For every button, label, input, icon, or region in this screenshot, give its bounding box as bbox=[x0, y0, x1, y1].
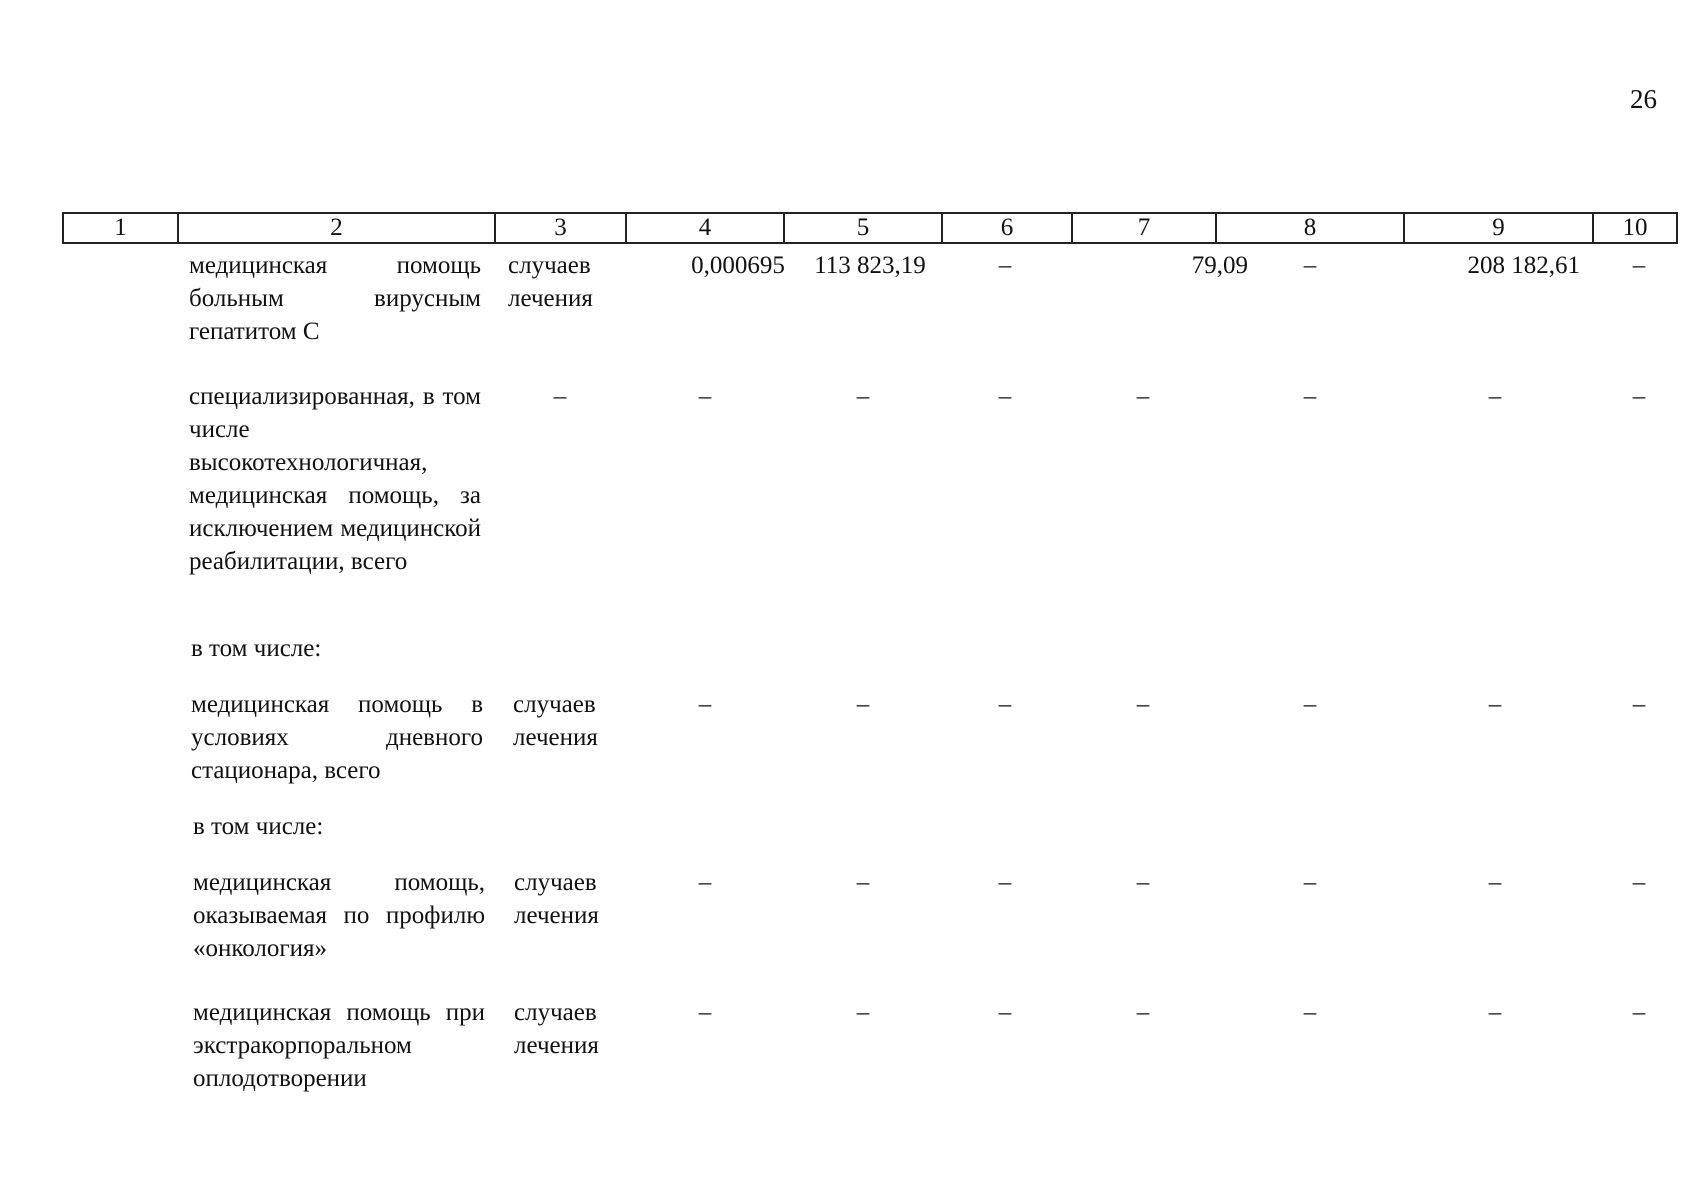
header-col-7: 7 bbox=[1072, 213, 1216, 243]
row-ivf-col7: – bbox=[1136, 999, 1150, 1026]
row-oncology-col6: – bbox=[998, 869, 1012, 896]
page-number: 26 bbox=[1630, 84, 1657, 114]
header-col-3: 3 bbox=[495, 213, 626, 243]
row-label-specialized: специализированная, в том числе высокотехнологичная, медицинская помощь, за исключением медицинской реабилитации, всего bbox=[189, 383, 481, 575]
row-specialized-col9: – bbox=[1488, 383, 1502, 410]
row-oncology-col4: – bbox=[698, 869, 712, 896]
row-ivf-col9: – bbox=[1488, 999, 1502, 1026]
row-label-including-2: в том числе: bbox=[193, 813, 324, 840]
row-day-hospital-col9: – bbox=[1488, 691, 1502, 718]
row-label-day-hospital: медицинская помощь в условиях дневного стационара, всего bbox=[191, 691, 483, 784]
row-day-hospital-col4: – bbox=[698, 691, 712, 718]
header-col-4: 4 bbox=[626, 213, 784, 243]
row-specialized-col4: – bbox=[698, 383, 712, 410]
row-oncology-col8: – bbox=[1303, 869, 1317, 896]
header-col-1: 1 bbox=[63, 213, 178, 243]
row-unit-ivf: случаев лечения bbox=[514, 999, 599, 1059]
row-hepatitis-c-col6: – bbox=[998, 252, 1012, 279]
row-day-hospital-col7: – bbox=[1136, 691, 1150, 718]
row-ivf-col10: – bbox=[1632, 999, 1646, 1026]
header-col-5: 5 bbox=[784, 213, 942, 243]
header-col-8: 8 bbox=[1216, 213, 1404, 243]
row-day-hospital-col5: – bbox=[856, 691, 870, 718]
row-hepatitis-c-col5: 113 823,19 bbox=[814, 252, 926, 279]
row-label-hepatitis-c: медицинская помощь больным вирусным гепатитом С bbox=[189, 252, 481, 345]
row-specialized-col5: – bbox=[856, 383, 870, 410]
row-oncology-col7: – bbox=[1136, 869, 1150, 896]
row-ivf-col6: – bbox=[998, 999, 1012, 1026]
row-hepatitis-c-col10: – bbox=[1632, 252, 1646, 279]
row-label-oncology: медицинская помощь, оказываемая по профилю «онкология» bbox=[193, 869, 485, 962]
column-number-header bbox=[62, 212, 1678, 244]
header-col-10: 10 bbox=[1593, 213, 1677, 243]
row-label-ivf: медицинская помощь при экстракорпоральном оплодотворении bbox=[193, 999, 485, 1092]
row-day-hospital-col8: – bbox=[1303, 691, 1317, 718]
row-ivf-col4: – bbox=[698, 999, 712, 1026]
row-ivf-col5: – bbox=[856, 999, 870, 1026]
row-oncology-col9: – bbox=[1488, 869, 1502, 896]
row-unit-hepatitis-c: случаев лечения bbox=[508, 252, 593, 312]
row-day-hospital-col10: – bbox=[1632, 691, 1646, 718]
row-hepatitis-c-col8: – bbox=[1303, 252, 1317, 279]
header-col-2: 2 bbox=[178, 213, 495, 243]
row-specialized-col10: – bbox=[1632, 383, 1646, 410]
row-hepatitis-c-col4: 0,000695 bbox=[691, 252, 785, 279]
row-label-including-1: в том числе: bbox=[191, 635, 322, 662]
row-unit-day-hospital: случаев лечения bbox=[513, 691, 598, 751]
row-oncology-col5: – bbox=[856, 869, 870, 896]
row-unit-oncology: случаев лечения bbox=[514, 869, 599, 929]
row-ivf-col8: – bbox=[1303, 999, 1317, 1026]
row-specialized-col8: – bbox=[1303, 383, 1317, 410]
row-hepatitis-c-col7: 79,09 bbox=[1191, 252, 1248, 279]
header-col-6: 6 bbox=[942, 213, 1072, 243]
row-day-hospital-col6: – bbox=[998, 691, 1012, 718]
row-oncology-col10: – bbox=[1632, 869, 1646, 896]
row-unit-specialized: – bbox=[553, 383, 567, 410]
row-specialized-col7: – bbox=[1136, 383, 1150, 410]
header-col-9: 9 bbox=[1404, 213, 1593, 243]
row-hepatitis-c-col9: 208 182,61 bbox=[1467, 252, 1580, 279]
row-specialized-col6: – bbox=[998, 383, 1012, 410]
